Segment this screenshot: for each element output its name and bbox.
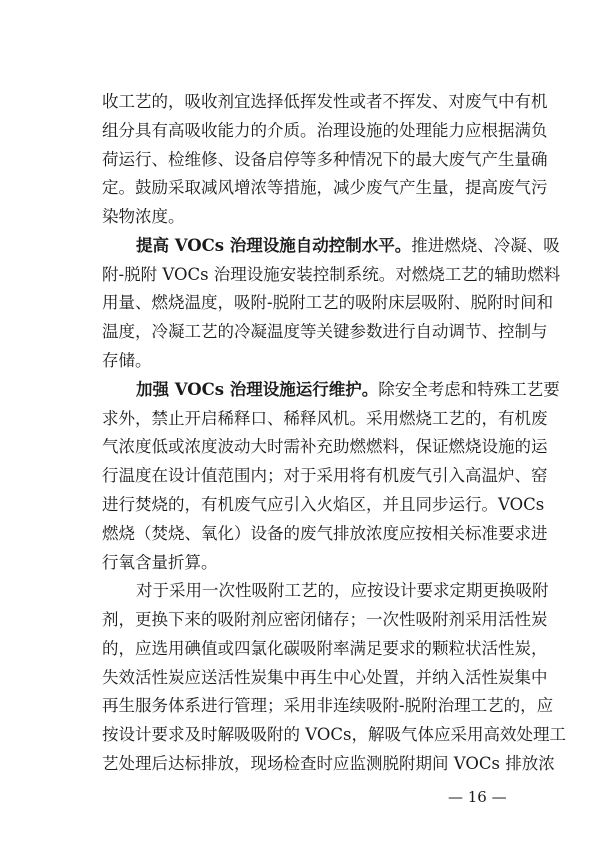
text-line: 气浓度低或浓度波动大时需补充助燃燃料，保证燃烧设施的运 (102, 437, 548, 457)
text-line: 染物浓度。 (102, 207, 185, 227)
text-line: 艺处理后达标排放，现场检查时应监测脱附期间 VOCs 排放浓 (102, 754, 555, 773)
text-line: 再生服务体系进行管理；采用非连续吸附-脱附治理工艺的，应 (102, 696, 554, 716)
section-heading: 加强 VOCs 治理设施运行维护。 (136, 379, 379, 399)
text-line: 存储。 (102, 351, 152, 371)
text-run: 除安全考虑和特殊工艺要 (378, 379, 560, 399)
text-line: 荷运行、检维修、设备启停等多种情况下的最大废气产生量确 (102, 149, 548, 169)
paragraph-first-line: 对于采用一次性吸附工艺的，应按设计要求定期更换吸附 (136, 581, 549, 601)
text-line: 失效活性炭应送活性炭集中再生中心处置，并纳入活性炭集中 (102, 667, 548, 687)
text-line: 的，应选用碘值或四氯化碳吸附率满足要求的颗粒状活性炭， (102, 638, 548, 658)
text-line: 行温度在设计值范围内；对于采用将有机废气引入高温炉、窑 (102, 466, 548, 486)
paragraph-first-line (136, 234, 560, 258)
text-line: 按设计要求及时解吸吸附的 VOCs，解吸气体应采用高效处理工 (102, 725, 566, 745)
text-line: 求外，禁止开启稀释口、稀释风机。采用燃烧工艺的，有机废 (102, 408, 548, 428)
text-line: 温度，冷凝工艺的冷凝温度等关键参数进行自动调节、控制与 (102, 322, 548, 342)
text-line: 收工艺的，吸收剂宜选择低挥发性或者不挥发、对废气中有机 (102, 92, 548, 111)
text-line: 附-脱附 VOCs 治理设施安装控制系统。对燃烧工艺的辅助燃料 (102, 264, 561, 284)
text-line: 用量、燃烧温度，吸附-脱附工艺的吸附床层吸附、脱附时间和 (102, 293, 554, 313)
text-line: 定。鼓励采取减风增浓等措施，减少废气产生量，提高废气污 (102, 178, 548, 198)
text-run: 推进燃烧、冷凝、吸 (411, 235, 560, 255)
text-line: 剂，更换下来的吸附剂应密闭储存；一次性吸附剂采用活性炭 (102, 610, 548, 630)
text-line: 行氧含量折算。 (102, 552, 218, 572)
text-line: 组分具有高吸收能力的介质。治理设施的处理能力应根据满负 (102, 120, 548, 140)
text-line: 燃烧（焚烧、氧化）设备的废气排放浓度应按相关标准要求进 (102, 523, 548, 543)
paragraph-first-line (136, 378, 560, 402)
text-line: 进行焚烧的，有机废气应引入火焰区，并且同步运行。VOCs (102, 494, 545, 514)
section-heading: 提高 VOCs 治理设施自动控制水平。 (136, 235, 412, 255)
page-number: — 16 — (448, 788, 507, 806)
